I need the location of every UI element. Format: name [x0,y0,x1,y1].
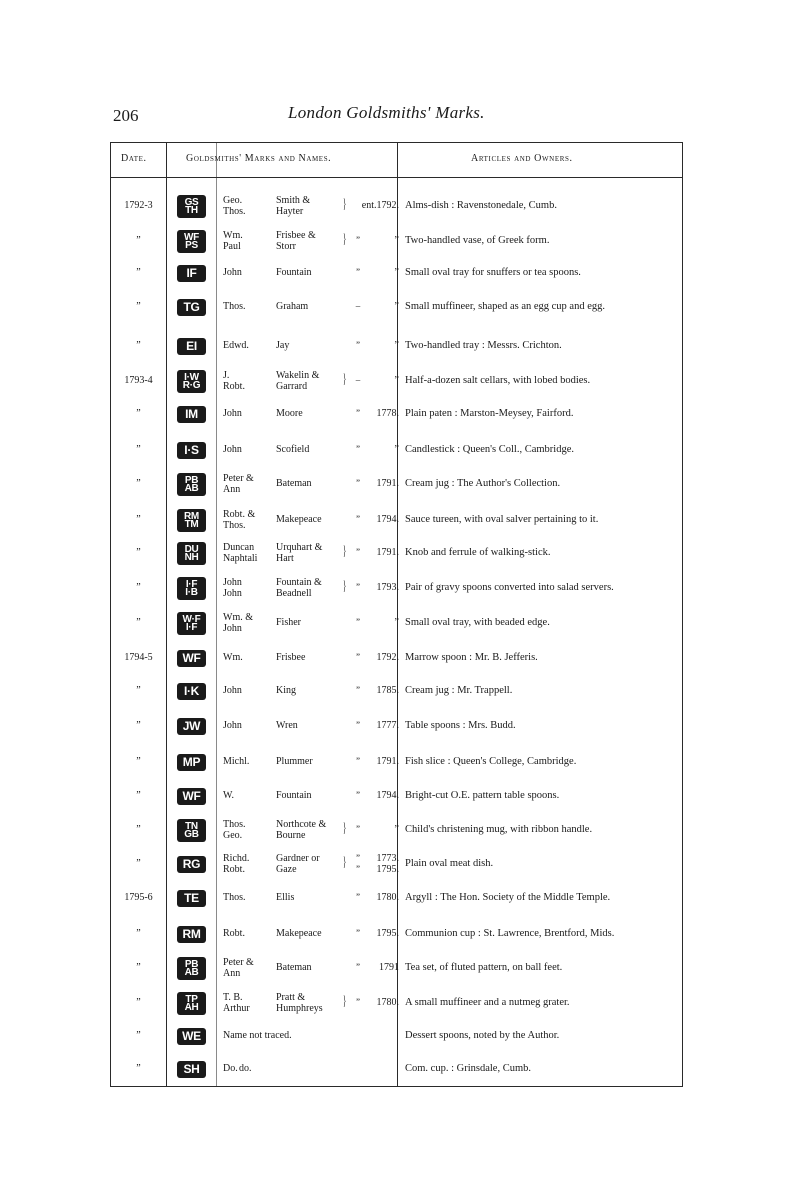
maker-first-name: W. [223,790,235,801]
maker-mark-stamp: I·K [177,683,206,700]
ditto-mark: ” [356,340,360,350]
article-description: Pair of gravy spoons converted into salad servers. [405,582,614,593]
maker-first-name: Do. [223,1063,238,1074]
row-date: ” [136,617,141,628]
maker-mark-stamp: EI [177,338,206,355]
maker-surname: Pratt & Humphreys [276,992,323,1014]
table-row [111,606,682,640]
maker-mark-stamp: DU NH [177,542,206,565]
article-description: Plain oval meat dish. [405,858,494,869]
maker-mark-stamp: IF [177,265,206,282]
maker-first-name: John [223,267,242,278]
header-date: Date. [121,153,147,164]
article-description: Knob and ferrule of walking-stick. [405,547,551,558]
entered-year: ” [394,235,399,246]
maker-surname: Scofield [276,444,310,455]
article-description: Marrow spoon : Mr. B. Jefferis. [405,652,538,663]
table-row [111,986,682,1020]
maker-first-name: Richd. Robt. [223,853,250,875]
maker-surname: Gardner or Gaze [276,853,320,875]
row-date: ” [136,478,141,489]
maker-surname: Frisbee [276,652,306,663]
entered-year: ” [394,340,399,351]
table-row [111,917,682,951]
table-row [111,364,682,398]
maker-first-name: John [223,720,242,731]
ditto-mark: ” [356,720,360,730]
maker-first-name: Thos. [223,892,246,903]
entered-year: 1791 [379,962,399,973]
ditto-mark: – [355,375,361,385]
entered-year: 1780. [376,892,399,903]
maker-surname: Bateman [276,478,312,489]
maker-surname: King [276,685,296,696]
maker-first-name: Peter & Ann [223,957,254,979]
row-date: ” [136,685,141,696]
ditto-mark: ” [356,235,360,245]
table-row [111,397,682,431]
row-date: ” [136,547,141,558]
ditto-mark: ” [356,892,360,902]
maker-surname: Ellis [276,892,295,903]
ditto-mark: ” [356,652,360,662]
maker-first-name: J. Robt. [223,370,245,392]
header-rule [111,177,682,178]
article-description: Two-handled tray : Messrs. Crichton. [405,340,562,351]
table-row [111,433,682,467]
maker-first-name: Wm. [223,652,243,663]
row-date: ” [136,408,141,419]
ditto-mark: ” [356,997,360,1007]
maker-first-name: Wm. Paul [223,230,243,252]
row-date: ” [136,1063,141,1074]
entered-year: 1793. [376,582,399,593]
table-row [111,256,682,290]
row-date: 1792-3 [124,200,153,211]
entered-year: ” [394,444,399,455]
table-row [111,674,682,708]
maker-surname: Bateman [276,962,312,973]
maker-mark-stamp: PB AB [177,957,206,980]
maker-mark-stamp: RM [177,926,206,943]
table-row [111,779,682,813]
row-date: ” [136,582,141,593]
article-description: Child's christening mug, with ribbon handle. [405,824,593,835]
article-description: Table spoons : Mrs. Budd. [405,720,516,731]
maker-first-name: Peter & Ann [223,473,254,495]
maker-surname: Makepeace [276,928,322,939]
name-bracket: } [343,855,347,870]
entered-year: 1780. [376,997,399,1008]
name-bracket: } [343,232,347,247]
maker-mark-stamp: IM [177,406,206,423]
entered-year: ent.1792. [361,200,399,211]
article-description: Cream jug : Mr. Trappell. [405,685,513,696]
header-articles: Articles and Owners. [471,153,573,164]
name-bracket: } [343,579,347,594]
name-bracket: } [343,821,347,836]
article-description: Dessert spoons, noted by the Author. [405,1030,560,1041]
article-description: Candlestick : Queen's Coll., Cambridge. [405,444,574,455]
maker-first-name: Thos. Geo. [223,819,246,841]
table-row [111,189,682,223]
row-date: ” [136,720,141,731]
entered-year: 1794. [376,790,399,801]
table-row [111,1019,682,1053]
maker-mark-stamp: I·F I·B [177,577,206,600]
article-description: Cream jug : The Author's Collection. [405,478,561,489]
name-bracket: } [343,372,347,387]
maker-mark-stamp: WF [177,788,206,805]
row-date: ” [136,301,141,312]
name-bracket: } [343,197,347,212]
entered-year: 1794. [376,514,399,525]
ditto-mark: ” [356,582,360,592]
article-description: Half-a-dozen salt cellars, with lobed bodies. [405,375,591,386]
row-date: ” [136,444,141,455]
ditto-mark: ” [356,928,360,938]
table-row [111,224,682,258]
maker-surname: Graham [276,301,309,312]
page-number: 206 [113,106,139,125]
maker-first-name: Wm. & John [223,612,253,634]
table-row [111,951,682,985]
maker-surname: do. [239,1063,252,1074]
maker-first-name: T. B. Arthur [223,992,250,1014]
maker-surname: Wren [276,720,298,731]
ditto-mark: ” [356,756,360,766]
entered-year: ” [394,267,399,278]
ditto-mark: – [355,301,361,311]
name-bracket: } [343,994,347,1009]
article-description: Bright-cut O.E. pattern table spoons. [405,790,560,801]
maker-mark-stamp: W·F I·F [177,612,206,635]
row-date: ” [136,235,141,246]
row-date: ” [136,340,141,351]
table-row [111,290,682,324]
entered-year: 1773. 1795. [376,853,399,875]
table-row [111,1052,682,1086]
row-date: ” [136,267,141,278]
maker-mark-stamp: I·S [177,442,206,459]
table-row [111,641,682,675]
ditto-mark: ” [356,267,360,277]
table-row [111,503,682,537]
maker-mark-stamp: JW [177,718,206,735]
article-description: Communion cup : St. Lawrence, Brentford, Mids. [405,928,615,939]
article-description: Sauce tureen, with oval salver pertaining to it. [405,514,599,525]
maker-mark-stamp: WF PS [177,230,206,253]
row-date: ” [136,514,141,525]
maker-mark-stamp: TP AH [177,992,206,1015]
article-description: Small muffineer, shaped as an egg cup and egg. [405,301,605,312]
row-date: ” [136,824,141,835]
maker-mark-stamp: GS TH [177,195,206,218]
maker-mark-stamp: TG [177,299,206,316]
maker-surname: Fountain & Beadnell [276,577,322,599]
entered-year: 1785. [376,685,399,696]
name-bracket: } [343,544,347,559]
maker-surname: Smith & Hayter [276,195,311,217]
entered-year: 1792. [376,652,399,663]
ditto-mark: ” [356,824,360,834]
table-row [111,536,682,570]
article-description: Argyll : The Hon. Society of the Middle Temple. [405,892,611,903]
row-date: 1795-6 [124,892,153,903]
maker-mark-stamp: RM TM [177,509,206,532]
maker-first-name: John [223,685,242,696]
table-row [111,847,682,881]
entered-year: 1791. [376,547,399,558]
ditto-mark: ” [356,514,360,524]
maker-first-name: Robt. [223,928,245,939]
maker-surname: Makepeace [276,514,322,525]
ditto-mark: ” [356,790,360,800]
maker-mark-stamp: TN GB [177,819,206,842]
ditto-mark: ” [356,408,360,418]
row-date: ” [136,756,141,767]
maker-first-name: Thos. [223,301,246,312]
maker-first-name: Duncan Naphtali [223,542,258,564]
maker-first-name: Michl. [223,756,250,767]
maker-first-name: John [223,408,242,419]
entered-year: ” [394,617,399,628]
article-description: Com. cup. : Grinsdale, Cumb. [405,1063,531,1074]
maker-first-name: John [223,444,242,455]
table-row [111,745,682,779]
table-row [111,709,682,743]
maker-mark-stamp: MP [177,754,206,771]
maker-surname: Fisher [276,617,301,628]
article-description: A small muffineer and a nutmeg grater. [405,997,570,1008]
maker-mark-stamp: WF [177,650,206,667]
maker-first-name: Name not traced. [223,1030,292,1041]
maker-first-name: Geo. Thos. [223,195,246,217]
maker-mark-stamp: WE [177,1028,206,1045]
article-description: Small oval tray, with beaded edge. [405,617,550,628]
ditto-mark: ” [356,685,360,695]
table-row [111,571,682,605]
entered-year: 1777. [376,720,399,731]
article-description: Tea set, of fluted pattern, on ball feet. [405,962,563,973]
maker-surname: Plummer [276,756,313,767]
entered-year: 1791. [376,478,399,489]
maker-first-name: John John [223,577,242,599]
row-date: ” [136,928,141,939]
maker-first-name: Robt. & Thos. [223,509,256,531]
maker-surname: Moore [276,408,303,419]
maker-surname: Urquhart & Hart [276,542,323,564]
maker-surname: Northcote & Bourne [276,819,327,841]
maker-surname: Jay [276,340,290,351]
row-date: 1794-5 [124,652,153,663]
table-row [111,329,682,363]
row-date: ” [136,1030,141,1041]
maker-surname: Fountain [276,790,312,801]
table-row [111,881,682,915]
ditto-mark: ” ” [356,853,360,874]
row-date: ” [136,997,141,1008]
row-date: ” [136,858,141,869]
maker-mark-stamp: I·W R·G [177,370,206,393]
ditto-mark: ” [356,617,360,627]
maker-mark-stamp: RG [177,856,206,873]
maker-surname: Wakelin & Garrard [276,370,320,392]
article-description: Fish slice : Queen's College, Cambridge. [405,756,577,767]
maker-mark-stamp: SH [177,1061,206,1078]
entered-year: ” [394,375,399,386]
maker-first-name: Edwd. [223,340,249,351]
header-marks: Goldsmiths' Marks and Names. [186,153,332,164]
entered-year: ” [394,824,399,835]
article-description: Two-handled vase, of Greek form. [405,235,550,246]
table-row [111,813,682,847]
entered-year: 1791. [376,756,399,767]
entered-year: ” [394,301,399,312]
ditto-mark: ” [356,547,360,557]
ditto-mark: ” [356,478,360,488]
maker-mark-stamp: PB AB [177,473,206,496]
entered-year: 1795. [376,928,399,939]
maker-surname: Fountain [276,267,312,278]
article-description: Plain paten : Marston-Meysey, Fairford. [405,408,574,419]
row-date: ” [136,962,141,973]
maker-surname: Frisbee & Storr [276,230,316,252]
row-date: ” [136,790,141,801]
maker-mark-stamp: TE [177,890,206,907]
marks-table [110,142,683,1087]
ditto-mark: ” [356,962,360,972]
table-row [111,467,682,501]
running-title: London Goldsmiths' Marks. [288,103,485,122]
entered-year: 1778. [376,408,399,419]
article-description: Small oval tray for snuffers or tea spoons. [405,267,581,278]
row-date: 1793-4 [124,375,153,386]
article-description: Alms-dish : Ravenstonedale, Cumb. [405,200,557,211]
ditto-mark: ” [356,444,360,454]
